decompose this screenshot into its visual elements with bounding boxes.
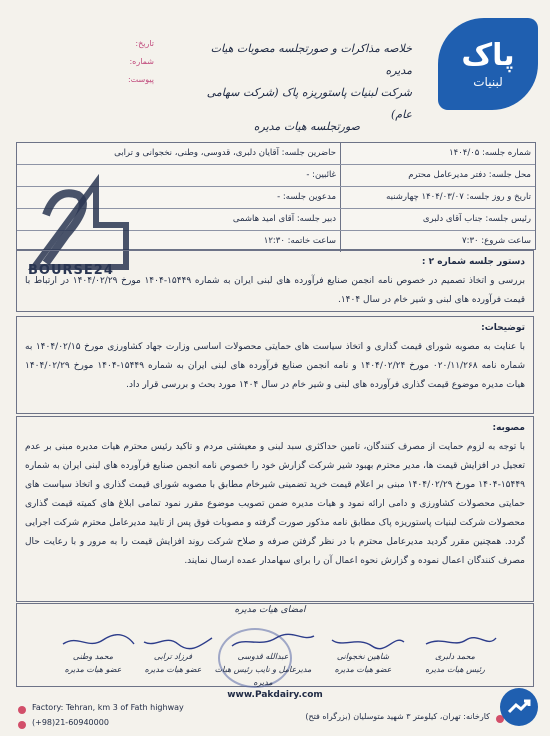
phone-number: (+98)21-60940000: [32, 718, 109, 727]
chair: رئیس جلسه: جناب آقای دلبری: [340, 209, 535, 230]
signatory-role: عضو هیات مدیره: [64, 665, 122, 674]
session-number: شماره جلسه: ۱۴۰۴/۰۵: [340, 143, 535, 164]
signature-1: [48, 632, 138, 676]
signature-3: [208, 632, 318, 689]
signatory-name: محمد دلبری: [435, 652, 475, 661]
end-time: ساعت خاتمه: ۱۲:۳۰: [263, 236, 336, 246]
meta-attachment-label: پیوست:: [127, 75, 154, 84]
agenda-text: بررسی و اتخاذ تصمیم در خصوص نامه انجمن صنایع فرآورده های لبنی ایران به شماره ۱۵۴۴۹-۱۴۰۴ مورخ ۱۴۰۴/۰۲/۲۹ در ارتباط با قیمت فرآورده های لبنی و شیر خام در سال ۱۴۰۴.: [25, 276, 525, 305]
agenda-label: دستور جلسه شماره ۲ :: [421, 257, 525, 267]
factory-address-fa: کارخانه: تهران، کیلومتر ۳ شهید متوسلیان (بزرگراه فتح): [305, 712, 490, 721]
signatory-name: فرزاد ترابی: [153, 652, 193, 661]
resolution-label: مصوبه:: [492, 423, 525, 433]
meta-date-label: تاریخ:: [135, 39, 154, 48]
signature-5: [410, 632, 500, 676]
signatory-name: محمد وطنی: [72, 652, 114, 661]
document-title: [192, 38, 412, 126]
secretary: دبیر جلسه: آقای امید هاشمی: [232, 214, 336, 224]
explanations-text: با عنایت به مصوبه شورای قیمت گذاری و اتخاذ سیاست های حمایتی محصولات اساسی وزارت جهاد کشاورزی مورخ ۱۴۰۴/۰۲/۱۵ به شماره نامه ۰۲۰/۱۱/۲۶۸ مورخ ۱۴۰۴/۰۲/۲۴ و نامه انجمن صنایع فرآورده های لبنی ایران به شماره ۱۵۴۴۹-۱۴۰۴ مورخ ۱۴۰۴/۰۲/۲۹ هیات مدیره موضوع قیمت گذاری فرآورده های لبنی و شیر خام در سال ۱۴۰۴ مورد بحث و بررسی قرار داد.: [25, 342, 525, 390]
location: محل جلسه: دفتر مدیرعامل محترم: [340, 165, 535, 186]
signatory-role: مدیرعامل و نایب رئیس هیات مدیره: [214, 665, 312, 687]
explanations-section: [16, 316, 534, 414]
session-datetime: تاریخ و روز جلسه: ۱۴۰۴/۰۳/۰۷ چهارشنبه: [340, 187, 535, 208]
location-pin-icon: [18, 706, 26, 714]
agenda-section: [16, 250, 534, 312]
signature-scribble: [228, 632, 318, 650]
trend-arrow-icon: [500, 688, 538, 726]
meta-fields: [94, 35, 154, 89]
website-link[interactable]: www.Pakdairy.com: [227, 690, 323, 700]
title-line-1: خلاصه مذاکرات و صورتجلسه مصوبات هیات مدیره: [210, 42, 412, 77]
explanations-label: توضیحات:: [481, 323, 525, 333]
signature-4: [318, 632, 408, 676]
pak-logo: [438, 18, 538, 110]
phone-icon: [18, 721, 26, 729]
title-line-2: شرکت لبنیات پاستوریزه پاک (شرکت سهامی عام): [206, 86, 412, 121]
logo-main-text: پاک: [461, 38, 515, 73]
meta-number-label: شماره:: [129, 57, 154, 66]
signatory-name: شاهین نخجوانی: [336, 652, 390, 661]
resolution-text: با توجه به لزوم حمایت از مصرف کنندگان، تامین حداکثری سبد لبنی و معیشتی مردم و تاکید رئیس محترم هیات مدیره مبنی بر عدم تعجیل در افزایش قیمت ها، مدیر محترم بهبود شیر شرکت گزارش خود را خصوص نامه انجمن صنایع فرآورده های لبنی ایران به شماره ۱۵۴۴۹-۱۴۰۴ مورخ ۱۴۰۴/۰۲/۲۹ مبنی بر اعلام قیمت خرید تضمینی شیرخام مطابق با مصوبه شورای قیمت گذاری و اتخاذ سیاست های حمایتی محصولات کشاورزی و دامی ارائه نمود و هیات مدیره ضمن تصویب موضوع مقرر نمود تمامی ابلاغ های کمیته قیمت گذاری محصولات شرکت لبنیات پاستوریزه پاک مطابق نامه مذکور صورت گرفته و مصوبات فوق پس از تایید مدیرعامل محترم شرکت اجرایی گردد. همچنین مقرر گردید مدیرعامل محترم با در نظر گرفتن صرفه و صلاح شرکت روند افزایش قیمت را به مرور و با رعایت حال مصرف کنندگان اعمال نموده و گزارش نحوه اعمال آن را برای سهامدار عمده ارسال نمایند.: [25, 442, 525, 566]
info-row: [17, 143, 535, 165]
logo-sub-text: لبنیات: [473, 75, 503, 89]
factory-address-en: Factory: Tehran, km 3 of Fath highway: [32, 703, 184, 712]
signatory-role: رئیس هیات مدیره: [425, 665, 485, 674]
invitees: مدعوین جلسه: -: [277, 192, 336, 202]
watermark-text: BOURSE24: [28, 263, 114, 278]
start-time: ساعت شروع: ۷:۳۰: [340, 231, 535, 252]
signatures-title: امضای هیات مدیره: [234, 605, 306, 615]
attendees: حاضرین جلسه: آقایان دلبری، قدوسی، وطنی، نخجوانی و ترابی: [114, 148, 336, 158]
trend-badge-icon: [500, 688, 538, 726]
signature-scribble: [420, 632, 500, 650]
absentees: غائبین: -: [306, 170, 336, 180]
signatory-role: عضو هیات مدیره: [334, 665, 392, 674]
signature-scribble: [328, 632, 408, 650]
resolution-section: [16, 416, 534, 602]
signatory-name: عبدالله قدوسی: [237, 652, 289, 661]
signature-scribble: [138, 632, 218, 650]
signature-scribble: [58, 632, 138, 650]
document-subtitle: صورتجلسه هیات مدیره: [253, 120, 360, 133]
signatory-role: عضو هیات مدیره: [144, 665, 202, 674]
signature-2: [128, 632, 218, 676]
